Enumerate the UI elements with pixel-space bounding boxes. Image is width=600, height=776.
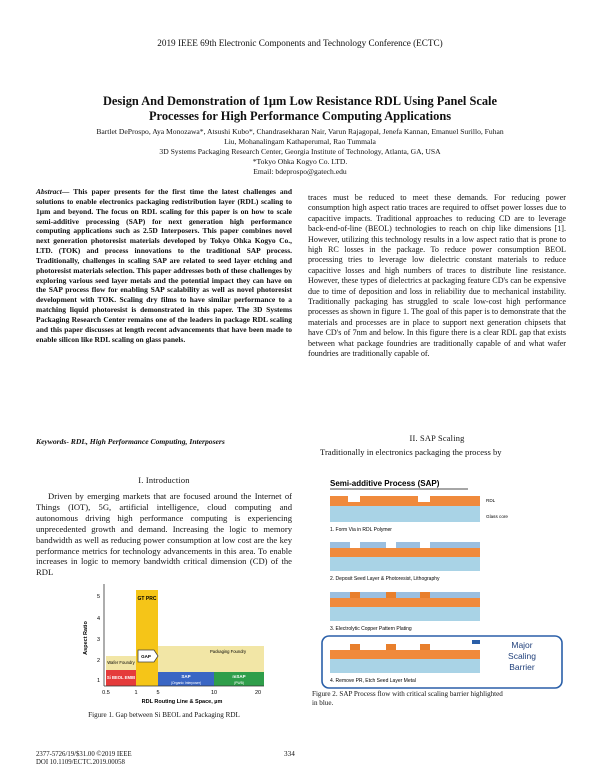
gt-prc-region <box>136 590 158 686</box>
author-block <box>36 127 564 177</box>
glass-core <box>330 607 480 621</box>
rdl-layer <box>330 650 480 659</box>
intro-heading: I. Introduction <box>138 476 190 485</box>
gap-label: GAP <box>141 654 151 659</box>
xtick-20: 20 <box>254 690 262 696</box>
step-4-label: 4. Remove PR, Etch Seed Layer Metal <box>330 678 416 684</box>
conference-header: 2019 IEEE 69th Electronic Components and Technology Conference (ECTC) <box>157 38 443 48</box>
glass-core <box>330 506 480 522</box>
gt-prc-label: GT PRC <box>137 596 157 602</box>
figure-2-caption-line-1: Figure 2. SAP Process flow with critical scaling barrier highlighted <box>312 690 503 698</box>
barrier-label-3: Barrier <box>509 662 535 672</box>
sap-figure-title: Semi-additive Process (SAP) <box>330 479 440 488</box>
ytick-3: 3 <box>96 637 100 643</box>
glass-core <box>330 659 480 673</box>
step-1-label: 1. Form Via in RDL Polymer <box>330 527 392 533</box>
figure-1-chart <box>78 578 268 706</box>
litho-opening <box>420 542 430 548</box>
sap-paragraph: Traditionally in electronics packaging the process by <box>320 447 502 457</box>
figure-2-caption-line-2: in blue. <box>312 699 334 707</box>
ytick-1: 1 <box>96 678 100 684</box>
title-line-2: Processes for High Performance Computing Applications <box>148 109 452 123</box>
page-number: 334 <box>284 750 295 758</box>
authors-line-2: Liu, Mohanalingam Kathaperumal, Rao Tummala <box>224 137 376 146</box>
ytick-4: 4 <box>96 616 100 622</box>
step-1-cross-section <box>330 496 480 522</box>
si-beol-label: Si BEOL EMIB <box>106 675 136 680</box>
footer-ids <box>36 751 132 768</box>
footer-doi: DOI 10.1109/ECTC.2019.00058 <box>36 759 125 767</box>
litho-opening <box>350 542 360 548</box>
footer-issn: 2377-5726/19/$31.00 ©2019 IEEE <box>36 751 132 758</box>
sap-label: SAP <box>181 674 191 679</box>
x-axis-label: RDL Routing Line & Space, µm <box>141 699 223 705</box>
glass-core <box>330 557 480 571</box>
abstract-label: Abstract— <box>36 187 70 196</box>
copper-line <box>350 644 360 650</box>
ytick-2: 2 <box>96 658 100 664</box>
xtick-5: 5 <box>156 690 160 696</box>
via-opening <box>348 496 360 502</box>
step-3-label: 3. Electrolytic Copper Pattern Plating <box>330 626 412 632</box>
paper-title <box>60 94 540 124</box>
barrier-pointer <box>472 640 480 644</box>
xtick-1: 1 <box>134 690 138 696</box>
sap-sub-label: (Organic Interposer) <box>170 681 202 685</box>
plated-copper <box>420 592 430 598</box>
step-4-cross-section <box>330 644 480 673</box>
barrier-label-1: Major <box>511 640 533 650</box>
plated-copper <box>386 592 396 598</box>
authors-line-1: Bartlet DeProspo, Aya Monozawa*, Atsushi Kubo*, Chandrasekharan Nair, Varun Rajagopal, Jenefa Kannan, Emanuel Surillo, Fuhan <box>96 127 504 136</box>
step-2-label: 2. Deposit Seed Layer & Photoresist, Lithography <box>330 576 440 582</box>
ytick-5: 5 <box>96 594 100 600</box>
intro-paragraph: Driven by emerging markets that are focused around the Internet of Things (IOT), 5G, artificial intelligence, cloud computing and autonomous driving high performance computing is experiencing unprecedented growth and demand. Increasing the logic to memory bandwidth as well as reducing power consumption at low cost are the key performance metrics for technology advancements in this area. To enable increases in logic to memory bandwidth critical dimension (CD) of the RDL <box>36 491 292 578</box>
abstract-text: This paper presents for the first time the latest challenges and solutions to enable electronics packaging redistribution layer (RDL) scaling to 1µm and beyond. The focus on RDL scaling for this paper is on how to scale semi-additive processing (SAP) for next generation high performance computing applications such as 2.5D Interposers. This paper combines novel next generation photoresist materials developed by Tokyo Ohka Kogyo Co., LTD. (TOK) and process innovations to the traditional SAP process. Traditionally, challenges in scaling SAP are related to seed layer etching and photoresist materials selection. This paper addresses both of these challenges by exploring various seed layer metals and the potential impact they can have on the SAP process flow for enabling SAP scalability as well as novel photoresist development with TOK. Scaling dry films to have similar performance to a matching liquid photoresist is demonstrated in this paper. The 3D Systems Packaging Research Center remains one of the leaders in package RDL scaling and this paper discusses at length recent advancements that have been made to enable silicon like RDL scaling on glass panels. <box>36 187 292 344</box>
legend-glass: Glass core <box>486 514 508 519</box>
step-2-cross-section <box>330 542 480 571</box>
title-line-1: Design And Demonstration of 1µm Low Resistance RDL Using Panel Scale <box>102 94 497 108</box>
step-3-cross-section <box>330 592 480 621</box>
abstract <box>36 187 292 345</box>
xtick-10: 10 <box>210 690 218 696</box>
wafer-label: Wafer Foundry <box>107 660 135 665</box>
rdl-layer <box>330 548 480 557</box>
sap-heading: II. SAP Scaling <box>409 434 465 443</box>
figure-2-caption <box>312 690 570 708</box>
right-column-body <box>308 193 566 360</box>
intro-body <box>36 491 292 578</box>
copper-line <box>420 644 430 650</box>
msap-sub-label: (PWB) <box>234 681 244 685</box>
copper-line <box>386 644 396 650</box>
rdl-layer <box>330 598 480 607</box>
author-email: Email: bdeprospo@gatech.edu <box>253 167 347 176</box>
litho-opening <box>386 542 396 548</box>
affiliation: 3D Systems Packaging Research Center, Georgia Institute of Technology, Atlanta, GA, USA <box>159 147 441 156</box>
packaging-label: Packaging Foundry <box>209 649 247 654</box>
plated-copper <box>350 592 360 598</box>
keywords: Keywords- RDL, High Performance Computing, Interposers <box>36 437 225 446</box>
msap-label: mSAP <box>232 674 246 679</box>
via-opening <box>418 496 430 502</box>
right-paragraph: traces must be reduced to meet these demands. For reducing power consumption high aspect ratio traces are required to offset power losses due to capacitive impacts. Traditional approaches to reducing CD are to leverage back-end-of-line (BEOL) technologies to reach on chip like dimensions [1]. However, utilizing this technology results in a low aspect ratio that is prone to high RC losses in the package. To reduce power consumption BEOL processing tries to leverage low dielectric constant materials to reduce capacitive losses and high numbers of traces to distribute line resistance. However, these types of dielectrics at packaging feature CD's can be expensive due to time of deposition and loss in reliability due to mechanical instability. Traditionally packaging has struggled to scale low-cost high performance processes as shown in figure 1. The goal of this paper is to demonstrate that the materials and processes are in place to support next generation chipsets that have CD's of 7nm and below. In this figure there is a clear RDL gap that exists between what package foundries are traditionally capable of and what wafer foundries are traditionally capable of. <box>308 193 566 359</box>
xtick-0-5: 0.5 <box>102 690 110 696</box>
figure-1-caption: Figure 1. Gap between Si BEOL and Packaging RDL <box>88 711 240 719</box>
barrier-label-2: Scaling <box>508 651 536 661</box>
affiliation-2: *Tokyo Ohka Kogyo Co. LTD. <box>252 157 348 166</box>
y-axis-label: Aspect Ratio <box>83 621 89 655</box>
legend-rdl: RDL <box>486 498 496 503</box>
